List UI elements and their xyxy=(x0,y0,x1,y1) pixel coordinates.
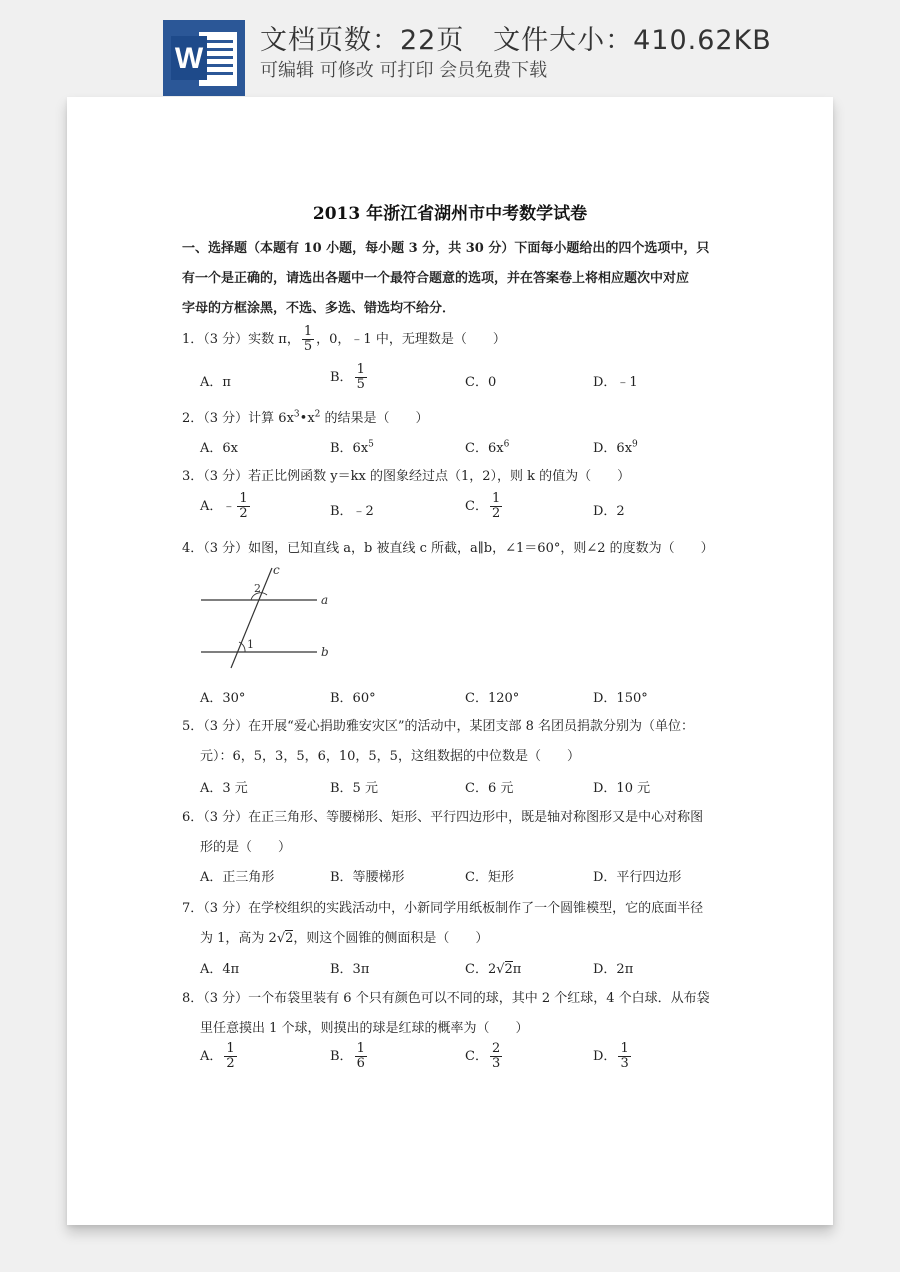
q1-b-fraction xyxy=(355,363,367,392)
q3-option-c xyxy=(465,492,504,521)
q8-b-fraction xyxy=(355,1042,367,1071)
document-page xyxy=(67,97,833,1225)
q8-option-d xyxy=(593,1042,633,1071)
q3-c-fraction xyxy=(490,492,502,521)
q5-option-b: B．5 元 xyxy=(330,781,378,796)
fig-label-2: 2 xyxy=(254,582,261,595)
q1-den: 5 xyxy=(303,339,313,354)
question-7-line-1: 7．（3 分）在学校组织的实践活动中，小新同学用纸板制作了一个圆锥模型，它的底面半径 xyxy=(182,901,704,916)
fig-label-c: c xyxy=(273,563,280,577)
q4-option-b: B．60° xyxy=(330,691,376,706)
q7-option-c xyxy=(465,958,521,977)
q7-c-sqrt-sign: √ xyxy=(496,962,505,977)
q3-c-pre: C． xyxy=(465,499,488,514)
section-intro-line-3: 字母的方框涂黑，不选、多选、错选均不给分． xyxy=(182,301,456,316)
q2-mid: •x xyxy=(299,411,315,426)
file-info-title: 文档页数：22页 文件大小：410.62KB xyxy=(260,25,772,56)
q8-b-pre: B． xyxy=(330,1049,353,1064)
q2-post: 的结果是（ ） xyxy=(320,411,429,426)
q7-line2-pre: 为 1，高为 2 xyxy=(200,931,277,946)
q2-b-exp: 5 xyxy=(368,439,374,450)
q7-radicand: 2 xyxy=(285,931,294,946)
logo-letter: W xyxy=(174,42,204,75)
q3-c-num: 1 xyxy=(491,491,501,506)
q3-a-num: 1 xyxy=(239,491,248,506)
q1-option-c: C．0 xyxy=(465,375,497,390)
q3-a-pre: A．﹣ xyxy=(200,499,236,514)
q7-option-b: B．3π xyxy=(330,962,370,977)
question-3: 3．（3 分）若正比例函数 y＝kx 的图象经过点（1，2），则 k 的值为（ ） xyxy=(182,469,631,484)
question-8-line-1: 8．（3 分）一个布袋里装有 6 个只有颜色可以不同的球，其中 2 个红球，4 个白球．从布袋 xyxy=(182,991,710,1006)
q3-a-den: 2 xyxy=(239,506,248,521)
q7-c-post: π xyxy=(512,962,522,977)
q2-c-exp: 6 xyxy=(503,439,510,450)
q7-option-d: D．2π xyxy=(593,962,634,977)
q8-c-fraction xyxy=(490,1042,502,1071)
q5-option-d: D．10 元 xyxy=(593,781,651,796)
q3-c-den: 2 xyxy=(491,506,501,521)
q8-c-pre: C． xyxy=(465,1049,488,1064)
q6-option-b: B．等腰梯形 xyxy=(330,870,405,885)
q8-d-fraction xyxy=(618,1042,630,1071)
q3-option-d: D．2 xyxy=(593,504,625,519)
q2-exp1: 3 xyxy=(293,409,300,420)
q1-option-d: D．﹣1 xyxy=(593,375,638,390)
q2-b-text: B．6x xyxy=(330,441,369,456)
q2-option-d xyxy=(593,437,638,456)
q8-option-c xyxy=(465,1042,504,1071)
file-features: 可编辑 可修改 可打印 会员免费下载 xyxy=(260,60,548,81)
q8-option-a xyxy=(200,1042,239,1071)
q2-exp2: 2 xyxy=(314,409,321,420)
q8-a-fraction xyxy=(224,1042,236,1071)
fig-label-1: 1 xyxy=(247,638,254,651)
fig-label-a: a xyxy=(321,593,329,607)
q4-option-d: D．150° xyxy=(593,691,648,706)
q8-d-den: 3 xyxy=(620,1056,629,1071)
q8-b-den: 6 xyxy=(356,1056,365,1071)
doc-title: 2013 年浙江省湖州市中考数学试卷 xyxy=(312,204,588,224)
fig-label-b: b xyxy=(321,645,329,659)
q6-option-d: D．平行四边形 xyxy=(593,870,682,885)
q1-fraction xyxy=(302,325,314,354)
q8-c-num: 2 xyxy=(491,1041,501,1056)
question-7-line-2 xyxy=(200,927,488,946)
q2-option-a: A．6x xyxy=(200,441,238,456)
question-8-line-2: 里任意摸出 1 个球，则摸出的球是红球的概率为（ ） xyxy=(200,1021,529,1036)
q8-option-b xyxy=(330,1042,369,1071)
q7-line2-post: ，则这个圆锥的侧面积是（ ） xyxy=(293,931,489,946)
q2-option-b xyxy=(330,437,374,456)
line-c xyxy=(231,568,272,668)
q8-a-pre: A． xyxy=(200,1049,223,1064)
q1-num: 1 xyxy=(303,324,313,339)
download-header xyxy=(0,0,900,100)
section-intro-line-2: 有一个是正确的，请选出各题中一个最符合题意的选项，并在答案卷上将相应题次中对应 xyxy=(182,271,690,286)
q3-option-a xyxy=(200,492,252,521)
q5-option-c: C．6 元 xyxy=(465,781,514,796)
q2-d-exp: 9 xyxy=(632,439,638,450)
q7-c-pre: C．2 xyxy=(465,962,497,977)
question-4: 4．（3 分）如图，已知直线 a，b 被直线 c 所截，a∥b，∠1＝60°，则∠2 的度数为（ ） xyxy=(182,541,714,556)
q8-a-num: 1 xyxy=(226,1041,235,1056)
q7-option-a: A．4π xyxy=(200,962,240,977)
question-1 xyxy=(182,325,506,354)
q7-sqrt-sign: √ xyxy=(276,931,286,946)
q5-option-a: A．3 元 xyxy=(200,781,248,796)
q2-d-text: D．6x xyxy=(593,441,633,456)
q1-b-pre: B． xyxy=(330,370,353,385)
q4-option-a: A．30° xyxy=(200,691,246,706)
question-5-line-1: 5．（3 分）在开展“爱心捐助雅安灾区”的活动中，某团支部 8 名团员捐款分别为（单位： xyxy=(182,719,695,734)
question-6-line-1: 6．（3 分）在正三角形、等腰梯形、矩形、平行四边形中，既是轴对称图形又是中心对称图 xyxy=(182,810,704,825)
q1-pre: 1．（3 分）实数 π， xyxy=(182,332,300,347)
question-2 xyxy=(182,407,429,426)
q8-b-num: 1 xyxy=(356,1041,365,1056)
q8-a-den: 2 xyxy=(226,1056,235,1071)
q1-post: ，0，﹣1 中，无理数是（ ） xyxy=(316,332,506,347)
q7-c-radicand: 2 xyxy=(504,962,513,977)
q1-b-den: 5 xyxy=(356,377,365,392)
question-5-line-2: 元）：6，5，3，5，6，10，5，5，这组数据的中位数是（ ） xyxy=(200,749,580,764)
q6-option-c: C．矩形 xyxy=(465,870,514,885)
q8-c-den: 3 xyxy=(491,1056,501,1071)
q3-option-b: B．﹣2 xyxy=(330,504,374,519)
q8-d-pre: D． xyxy=(593,1049,617,1064)
parallel-lines-figure xyxy=(197,562,337,672)
q3-a-fraction xyxy=(237,492,249,521)
question-6-line-2: 形的是（ ） xyxy=(200,840,292,855)
section-intro-line-1: 一、选择题（本题有 10 小题，每小题 3 分，共 30 分）下面每小题给出的四个选项中，只 xyxy=(182,241,710,256)
q1-b-num: 1 xyxy=(356,362,365,377)
word-document-icon xyxy=(163,20,245,96)
q2-option-c xyxy=(465,437,509,456)
q8-d-num: 1 xyxy=(620,1041,629,1056)
q1-option-b xyxy=(330,363,369,392)
q2-pre: 2．（3 分）计算 6x xyxy=(182,411,294,426)
q6-option-a: A．正三角形 xyxy=(200,870,275,885)
q1-option-a: A．π xyxy=(200,375,231,390)
q4-option-c: C．120° xyxy=(465,691,520,706)
q2-c-text: C．6x xyxy=(465,441,504,456)
